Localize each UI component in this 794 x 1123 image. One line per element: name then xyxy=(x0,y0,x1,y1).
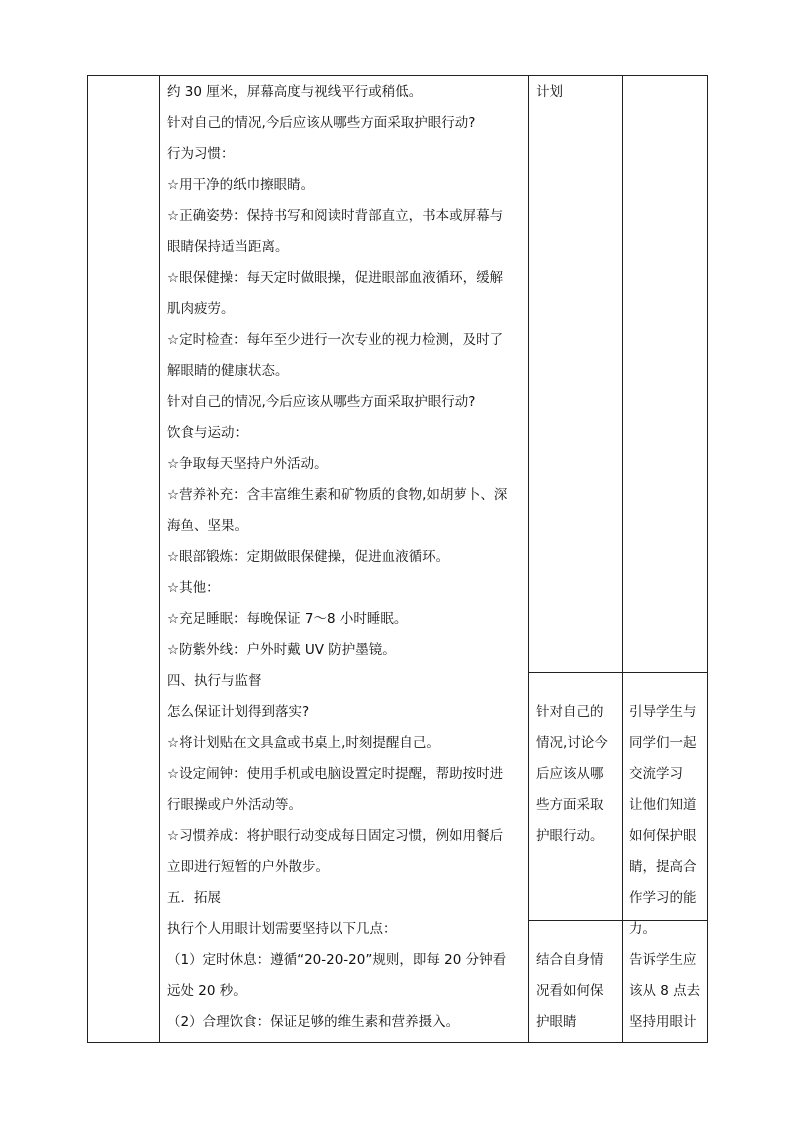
content-line: ☆用干净的纸巾擦眼睛。 xyxy=(167,177,315,193)
design-intent-line: 告诉学生应 xyxy=(629,952,697,968)
content-line: 行眼操或户外活动等。 xyxy=(167,797,302,813)
content-line: ☆争取每天坚持户外活动。 xyxy=(167,456,328,472)
content-line: 约 30 厘米，屏幕高度与视线平行或稍低。 xyxy=(167,84,423,100)
column-divider-3 xyxy=(622,75,623,1043)
table-border-left xyxy=(87,75,88,1043)
content-line: 肌肉疲劳。 xyxy=(167,301,235,317)
content-line: ☆眼部锻炼：定期做眼保健操，促进血液循环。 xyxy=(167,549,450,565)
column-divider-1 xyxy=(159,75,160,1043)
design-intent-line: 作学习的能 xyxy=(629,890,697,906)
student-activity-line: 计划 xyxy=(536,84,563,100)
content-line: 五．拓展 xyxy=(167,890,221,906)
table-border-right xyxy=(707,75,708,1043)
content-line: ☆其他： xyxy=(167,580,220,596)
student-activity-line: 结合自身情 xyxy=(536,952,604,968)
design-intent-line: 力。 xyxy=(629,921,656,937)
design-intent-line: 睛，提高合 xyxy=(629,859,697,875)
column-divider-2 xyxy=(528,75,529,1043)
content-line: （2）合理饮食：保证足够的维生素和营养摄入。 xyxy=(167,1014,460,1030)
design-intent-line: 如何保护眼 xyxy=(629,828,697,844)
content-line: 立即进行短暂的户外散步。 xyxy=(167,859,329,875)
content-line: ☆将计划贴在文具盒或书桌上,时刻提醒自己。 xyxy=(167,735,440,751)
content-line: 行为习惯： xyxy=(167,146,235,162)
content-line: 执行个人用眼计划需要坚持以下几点： xyxy=(167,921,397,937)
student-activity-line: 后应该从哪 xyxy=(536,766,604,782)
design-intent-line: 引导学生与 xyxy=(629,704,697,720)
student-activity-line: 些方面采取 xyxy=(536,797,604,813)
row-divider-1 xyxy=(528,672,708,673)
student-activity-line: 况看如何保 xyxy=(536,983,604,999)
content-line: ☆营养补充：含丰富维生素和矿物质的食物,如胡萝卜、深 xyxy=(167,487,508,503)
table-border-bottom xyxy=(87,1042,708,1043)
content-line: 解眼睛的健康状态。 xyxy=(167,363,289,379)
content-line: （1）定时休息：遵循“20-20-20”规则，即每 20 分钟看 xyxy=(167,952,507,968)
row-divider-2 xyxy=(528,920,708,921)
design-intent-line: 同学们一起 xyxy=(629,735,697,751)
student-activity-line: 情况,讨论今 xyxy=(536,735,608,751)
design-intent-line: 该从 8 点去 xyxy=(629,983,701,999)
design-intent-line: 让他们知道 xyxy=(629,797,697,813)
content-line: 远处 20 秒。 xyxy=(167,983,247,999)
content-line: ☆定时检查：每年至少进行一次专业的视力检测，及时了 xyxy=(167,332,504,348)
student-activity-line: 针对自己的 xyxy=(536,704,604,720)
content-line: 针对自己的情况,今后应该从哪些方面采取护眼行动? xyxy=(167,394,476,410)
content-line: ☆设定闹钟：使用手机或电脑设置定时提醒，帮助按时进 xyxy=(167,766,504,782)
content-line: 四、执行与监督 xyxy=(167,673,262,689)
design-intent-line: 交流学习 xyxy=(629,766,683,782)
student-activity-line: 护眼睛 xyxy=(536,1014,577,1030)
student-activity-line: 护眼行动。 xyxy=(536,828,604,844)
content-line: ☆防紫外线：户外时戴 UV 防护墨镜。 xyxy=(167,642,396,658)
design-intent-line: 坚持用眼计 xyxy=(629,1014,697,1030)
content-line: ☆眼保健操：每天定时做眼操，促进眼部血液循环，缓解 xyxy=(167,270,504,286)
content-line: 针对自己的情况,今后应该从哪些方面采取护眼行动? xyxy=(167,115,476,131)
content-line: 眼睛保持适当距离。 xyxy=(167,239,289,255)
lesson-plan-table xyxy=(87,75,708,1043)
content-line: ☆正确姿势：保持书写和阅读时背部直立，书本或屏幕与 xyxy=(167,208,504,224)
content-line: ☆充足睡眠：每晚保证 7～8 小时睡眠。 xyxy=(167,611,408,627)
content-line: 饮食与运动： xyxy=(167,425,248,441)
content-line: 怎么保证计划得到落实? xyxy=(167,704,310,720)
content-line: 海鱼、坚果。 xyxy=(167,518,248,534)
table-border-top xyxy=(87,75,708,76)
content-line: ☆习惯养成：将护眼行动变成每日固定习惯，例如用餐后 xyxy=(167,828,504,844)
